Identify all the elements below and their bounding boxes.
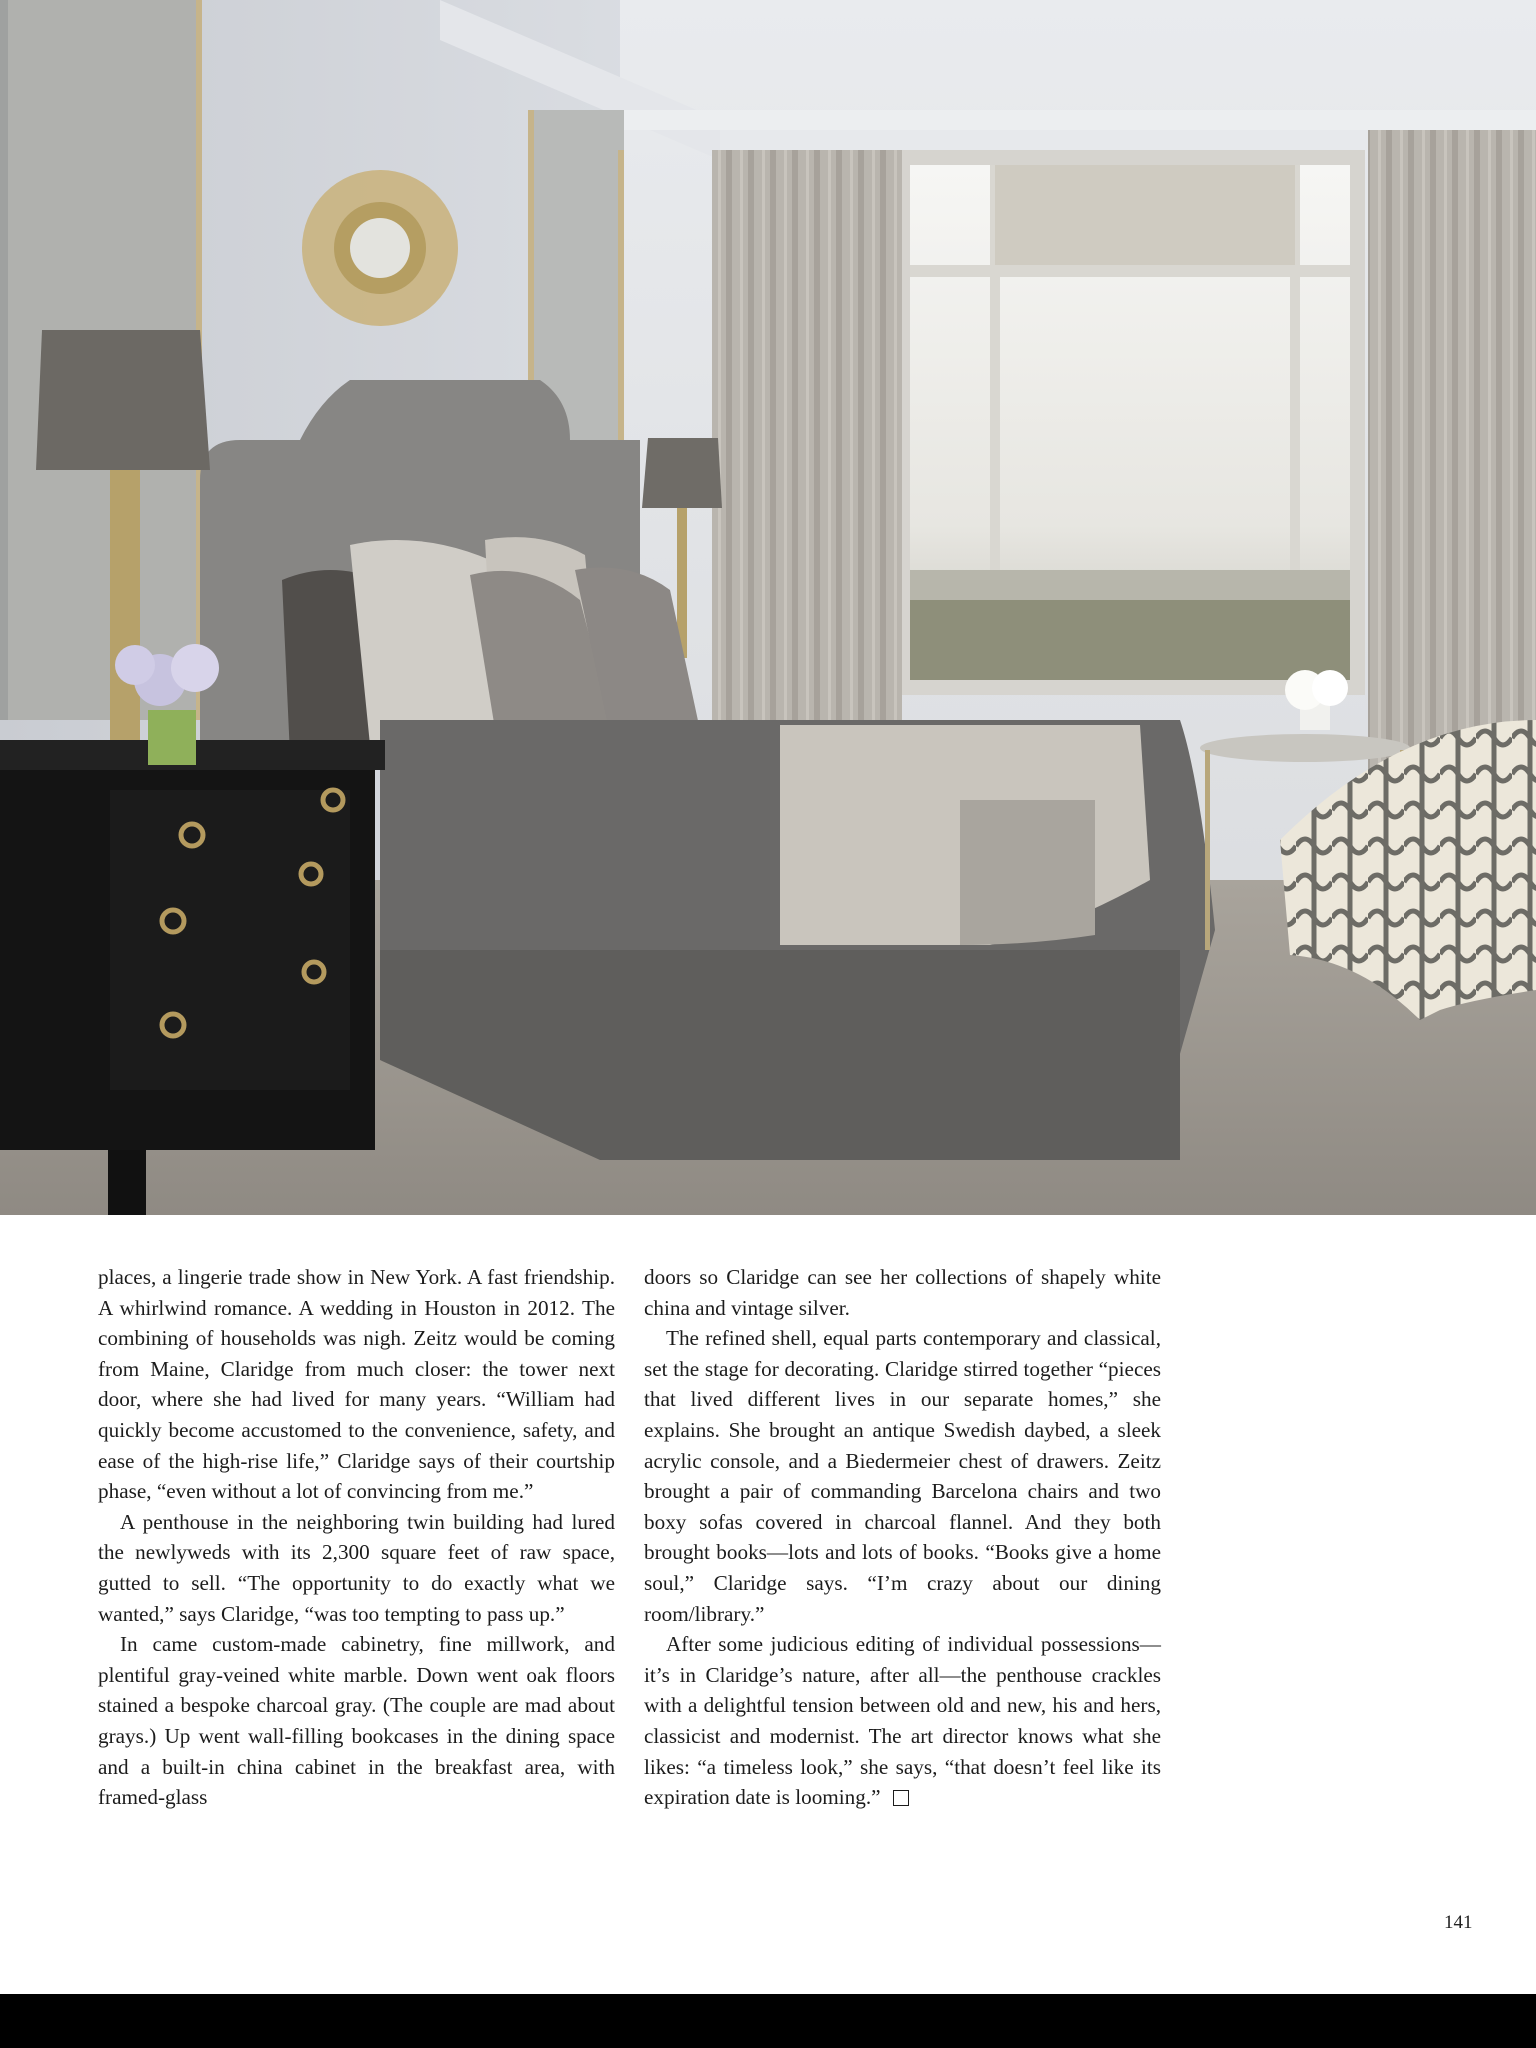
- page-number: 141: [1444, 1912, 1473, 1933]
- bottom-bar: [0, 1994, 1536, 2048]
- article-column-2: [644, 1262, 1161, 1813]
- article-column-1: [98, 1262, 615, 1813]
- article-paragraph: A penthouse in the neighboring twin building had lured the newlyweds with its 2,300 square feet of raw space, gutted to sell. “The opportunity to do exactly what we wanted,” says Claridge, “was too tempting to pass up.”: [98, 1509, 615, 1626]
- end-mark-icon: [893, 1790, 909, 1806]
- article-paragraph: [644, 1629, 1161, 1813]
- article-paragraph-text: After some judicious editing of individual possessions—it’s in Claridge’s nature, after all—the penthouse crackles with a delightful tension between old and new, his and hers, classicist and modernist. The art director knows what she likes: “a timeless look,” she says, “that doesn’t feel like its expiration date is looming.”: [644, 1632, 1161, 1810]
- article-paragraph: doors so Claridge can see her collections of shapely white china and vintage silver.: [644, 1265, 1161, 1320]
- article-paragraph: places, a lingerie trade show in New York. A fast friendship. A whirlwind romance. A wedding in Houston in 2012. The combining of households was nigh. Zeitz would be coming from Maine, Claridge from much closer: the tower next door, where she had lived for many years. “William had quickly become accustomed to the convenience, safety, and ease of the high-rise life,” Claridge says of their courtship phase, “even without a lot of convincing from me.”: [98, 1265, 615, 1504]
- article-paragraph: The refined shell, equal parts contemporary and classical, set the stage for decorating. Claridge stirred together “pieces that lived different lives in our separate homes,” she explains. She brought an antique Swedish daybed, a sleek acrylic console, and a Biedermeier chest of drawers. Zeitz brought a pair of commanding Barcelona chairs and two boxy sofas covered in charcoal flannel. And they both brought books—lots and lots of books. “Books give a home soul,” Claridge says. “I’m crazy about our dining room/library.”: [644, 1326, 1161, 1626]
- article-paragraph: In came custom-made cabinetry, fine millwork, and plentiful gray-veined white marble. Down went oak floors stained a bespoke charcoal gray. (The couple are mad about grays.) Up went wall-filling bookcases in the dining space and a built-in china cabinet in the breakfast area, with framed-glass: [98, 1632, 615, 1810]
